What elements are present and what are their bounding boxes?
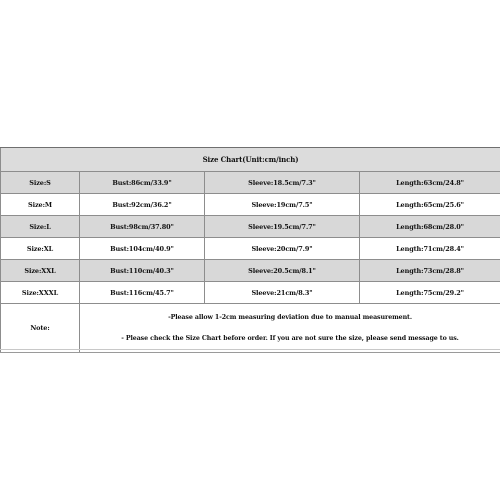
table-row [1, 260, 500, 282]
size-cell: Size:L [1, 216, 80, 238]
sleeve-cell: Sleeve:18.5cm/7.3" [205, 172, 360, 194]
size-chart-title-row [1, 148, 500, 172]
sleeve-cell: Sleeve:20.5cm/8.1" [205, 260, 360, 282]
sleeve-cell: Sleeve:20cm/7.9" [205, 238, 360, 260]
length-cell: Length:73cm/28.8" [360, 260, 500, 282]
size-chart-table [0, 147, 500, 353]
sleeve-cell: Sleeve:21cm/8.3" [205, 282, 360, 304]
note-label: Note: [1, 304, 80, 353]
bust-cell: Bust:98cm/37.80" [80, 216, 205, 238]
size-cell: Size:XL [1, 238, 80, 260]
length-cell: Length:68cm/28.0" [360, 216, 500, 238]
sleeve-cell: Sleeve:19.5cm/7.7" [205, 216, 360, 238]
table-row [1, 282, 500, 304]
note-line-deviation: -Please allow 1-2cm measuring deviation due to manual measurement. [168, 314, 412, 321]
size-chart-body [1, 148, 500, 353]
size-cell: Size:S [1, 172, 80, 194]
table-row [1, 216, 500, 238]
size-chart-title: Size Chart(Unit:cm/inch) [1, 148, 500, 172]
length-cell: Length:75cm/29.2" [360, 282, 500, 304]
length-cell: Length:65cm/25.6" [360, 194, 500, 216]
table-row [1, 194, 500, 216]
size-cell: Size:M [1, 194, 80, 216]
size-cell: Size:XXXL [1, 282, 80, 304]
divider [0, 349, 500, 350]
sleeve-cell: Sleeve:19cm/7.5" [205, 194, 360, 216]
table-row [1, 172, 500, 194]
bust-cell: Bust:92cm/36.2" [80, 194, 205, 216]
note-text [80, 304, 500, 353]
length-cell: Length:71cm/28.4" [360, 238, 500, 260]
table-row [1, 238, 500, 260]
bust-cell: Bust:116cm/45.7" [80, 282, 205, 304]
note-row [1, 304, 500, 353]
size-cell: Size:XXL [1, 260, 80, 282]
bust-cell: Bust:110cm/40.3" [80, 260, 205, 282]
bust-cell: Bust:104cm/40.9" [80, 238, 205, 260]
length-cell: Length:63cm/24.8" [360, 172, 500, 194]
note-line-check-chart: - Please check the Size Chart before order. If you are not sure the size, please send message to us. [121, 335, 459, 342]
bust-cell: Bust:86cm/33.9" [80, 172, 205, 194]
